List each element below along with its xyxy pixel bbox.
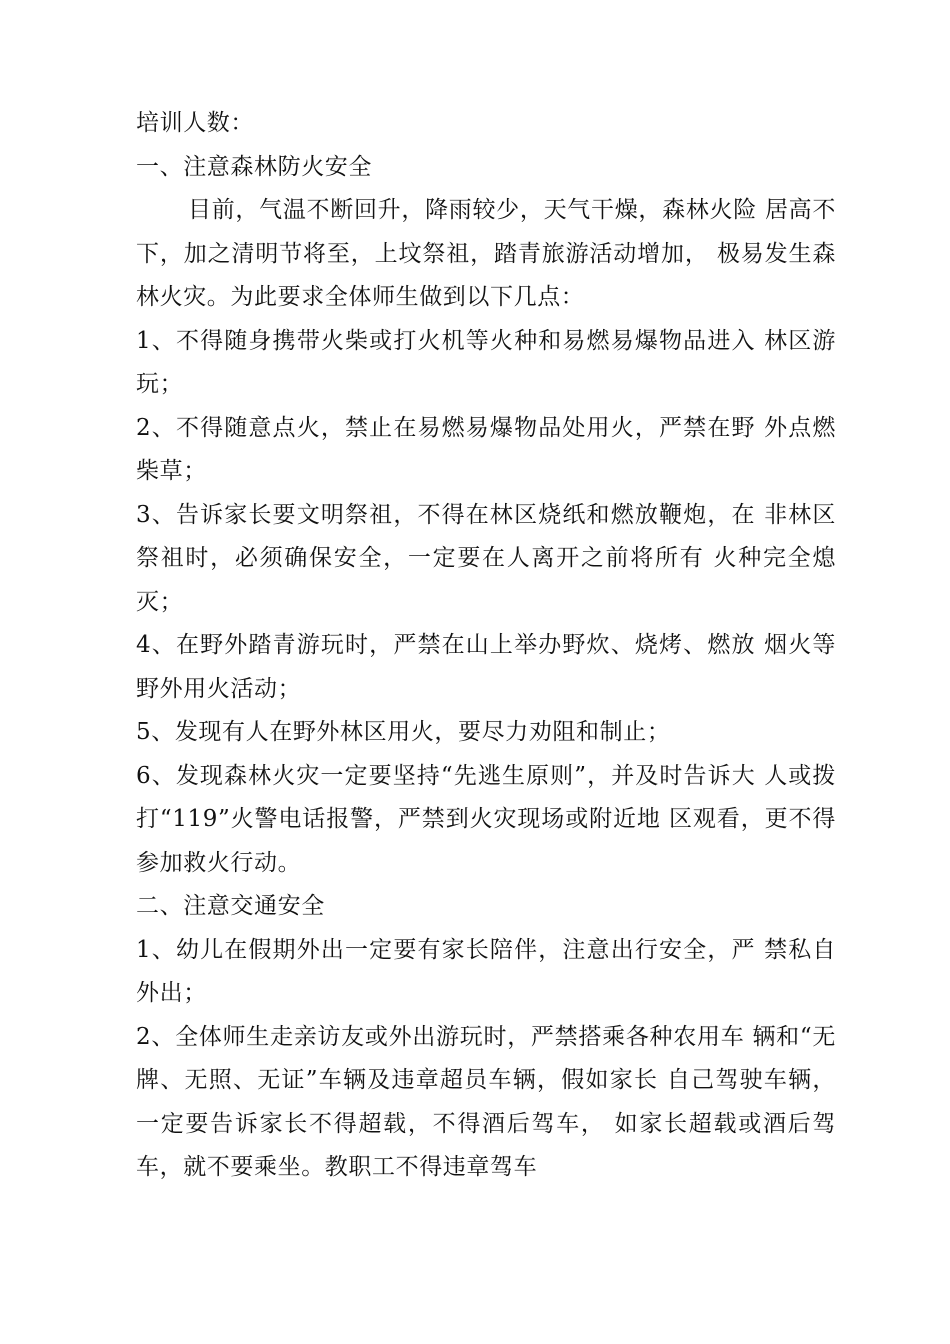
traffic-item-1: 1、幼儿在假期外出一定要有家长陪伴，注意出行安全，严 禁私自外出；	[136, 936, 836, 1006]
document-body	[136, 102, 836, 1190]
section-heading-forest-fire: 一、注意森林防火安全	[136, 153, 372, 180]
rule-item-3: 3、告诉家长要文明祭祖，不得在林区烧纸和燃放鞭炮，在 非林区祭祖时，必须确保安全，一定要在人离开之前将所有 火种完全熄灭；	[136, 501, 836, 615]
traffic-item-2: 2、全体师生走亲访友或外出游玩时，严禁搭乘各种农用车 辆和“无牌、无照、无证”车辆及违章超员车辆，假如家长 自己驾驶车辆，一定要告诉家长不得超载，不得酒后驾车， 如家长超载或酒后驾车，就不要乘坐。教职工不得违章驾车	[136, 1023, 836, 1180]
intro-paragraph: 目前，气温不断回升，降雨较少，天气干燥，森林火险 居高不下，加之清明节将至，上坟祭祖，踏青旅游活动增加， 极易发生森林火灾。为此要求全体师生做到以下几点：	[136, 197, 836, 310]
rule-item-4: 4、在野外踏青游玩时，严禁在山上举办野炊、烧烤、燃放 烟火等野外用火活动；	[136, 632, 836, 702]
rule-item-5: 5、发现有人在野外林区用火，要尽力劝阻和制止；	[136, 719, 671, 745]
rule-item-2: 2、不得随意点火，禁止在易燃易爆物品处用火，严禁在野 外点燃柴草；	[136, 414, 836, 484]
section-heading-traffic: 二、注意交通安全	[136, 893, 325, 919]
rule-item-1: 1、不得随身携带火柴或打火机等火种和易燃易爆物品进入 林区游玩；	[136, 327, 836, 397]
rule-item-6: 6、发现森林火灾一定要坚持“先逃生原则”，并及时告诉大 人或拨打“119”火警电话报警，严禁到火灾现场或附近地 区观看，更不得参加救火行动。	[136, 762, 836, 876]
training-count-line: 培训人数：	[136, 110, 254, 136]
